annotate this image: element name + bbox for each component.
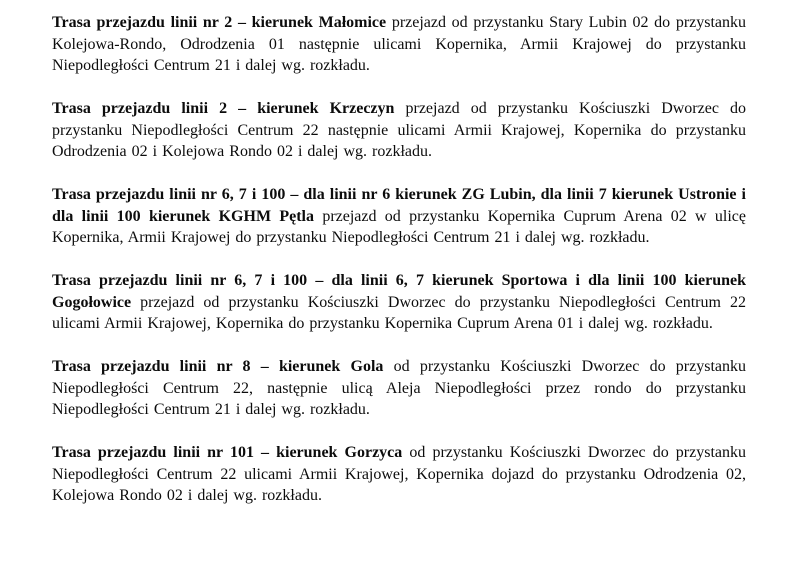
route-paragraph-line-8-gola bbox=[52, 356, 746, 421]
route-description: od przystanku Kościuszki Dworzec do przystanku Niepodległości Centrum 22, następnie ulicą Aleja Niepodległości przez rondo do przystanku Niepodległości Centrum 21 i dalej wg. rozkładu. bbox=[52, 358, 747, 418]
route-description: od przystanku Kościuszki Dworzec do przystanku Niepodległości Centrum 22 ulicami Armii Krajowej, Kopernika dojazd do przystanku Odrodzenia 02, Kolejowa Rondo 02 i dalej wg. rozkładu. bbox=[52, 444, 746, 504]
route-description: przejazd od przystanku Kopernika Cuprum Arena 02 w ulicę Kopernika, Armii Krajowej do przystanku Niepodległości Centrum 21 i dalej wg. rozkładu. bbox=[52, 207, 746, 246]
route-paragraph-line-2-krzeczyn bbox=[52, 98, 746, 163]
route-heading: Trasa przejazdu linii nr 6, 7 i 100 – dla linii 6, 7 kierunek Sportowa i dla linii 100 kierunek Gogołowice bbox=[52, 272, 746, 311]
route-description: przejazd od przystanku Kościuszki Dworzec do przystanku Niepodległości Centrum 22 ulicami Armii Krajowej, Kopernika do przystanku Kopernika Cuprum Arena 01 i dalej wg. rozkładu. bbox=[52, 293, 746, 332]
route-heading: Trasa przejazdu linii nr 8 – kierunek Gola bbox=[52, 358, 384, 375]
route-heading: Trasa przejazdu linii nr 2 – kierunek Małomice bbox=[52, 14, 387, 31]
route-paragraph-lines-6-7-100-sportowa bbox=[52, 270, 746, 335]
route-description: przejazd od przystanku Kościuszki Dworzec do przystanku Niepodległości Centrum 22 następnie ulicami Armii Krajowej, Kopernika do przystanku Odrodzenia 02 i Kolejowa Rondo 02 i dalej wg. rozkładu. bbox=[52, 100, 746, 160]
route-heading: Trasa przejazdu linii nr 101 – kierunek Gorzyca bbox=[52, 444, 403, 461]
route-description: przejazd od przystanku Stary Lubin 02 do przystanku Kolejowa-Rondo, Odrodzenia 01 następnie ulicami Kopernika, Armii Krajowej do przystanku Niepodległości Centrum 21 i dalej wg. rozkładu. bbox=[52, 14, 747, 74]
route-heading: Trasa przejazdu linii 2 – kierunek Krzeczyn bbox=[52, 100, 395, 117]
route-paragraph-lines-6-7-100-zg-lubin bbox=[52, 184, 746, 249]
route-heading: Trasa przejazdu linii nr 6, 7 i 100 – dla linii nr 6 kierunek ZG Lubin, dla linii 7 kierunek Ustronie i dla linii 100 kierunek KGHM Pętla bbox=[52, 186, 746, 225]
route-paragraph-line-101-gorzyca bbox=[52, 442, 746, 507]
route-paragraph-line-2-malomice bbox=[52, 12, 746, 77]
